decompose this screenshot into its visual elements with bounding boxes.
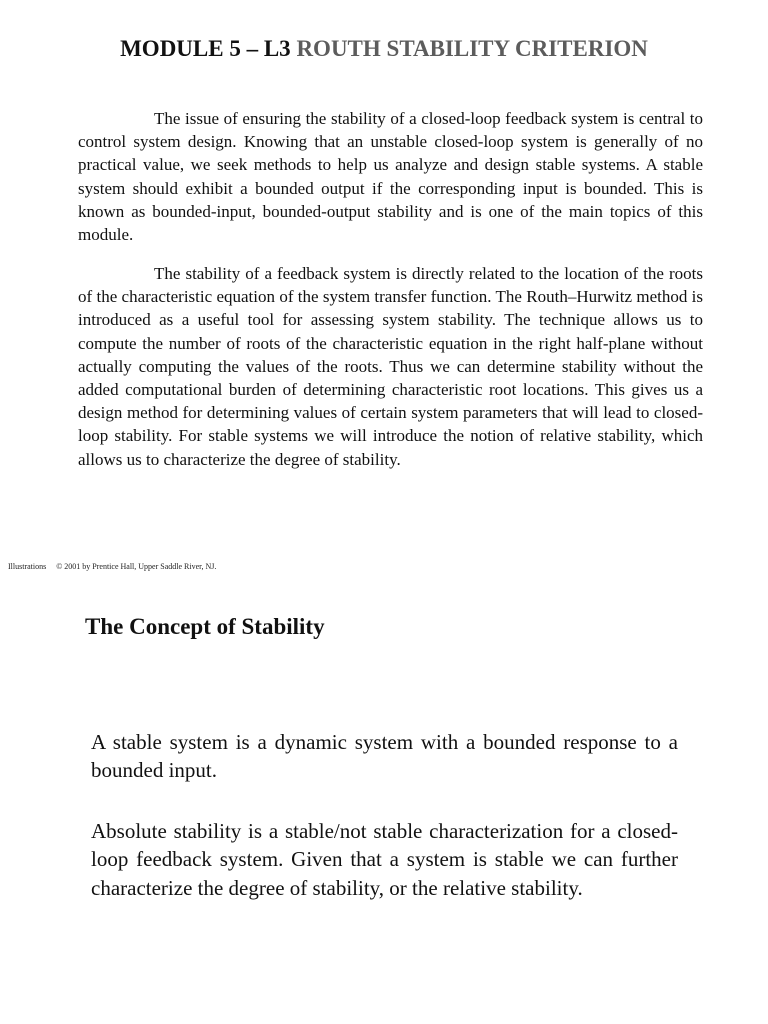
page-title	[0, 36, 768, 62]
credits-copyright: © 2001 by Prentice Hall, Upper Saddle River, NJ.	[56, 562, 217, 571]
absolute-stability-paragraph: Absolute stability is a stable/not stable characterization for a closed-loop feedback system. Given that a system is stable we can further characterize the degree of stability, or the relative stability.	[91, 819, 678, 900]
intro-paragraph-1	[78, 107, 703, 246]
definition-paragraph: A stable system is a dynamic system with a bounded response to a bounded input.	[91, 730, 678, 783]
intro-paragraph-2-text: The stability of a feedback system is directly related to the location of the roots of the characteristic equation of the system transfer function. The Routh–Hurwitz method is introduced as a useful tool for assessing system stability. The technique allows us to compute the number of roots of the characteristic equation in the right half-plane without actually computing the values of the roots. Thus we can determine stability without the added computational burden of determining characteristic root locations. This gives us a design method for determining values of certain system parameters that will lead to closed-loop stability. For stable systems we will introduce the notion of relative stability, which allows us to characterize the degree of stability.	[78, 264, 703, 469]
illustration-credits	[8, 562, 216, 571]
module-topic: ROUTH STABILITY CRITERION	[296, 36, 648, 61]
section-heading: The Concept of Stability	[85, 614, 325, 639]
module-label: MODULE 5 – L3	[120, 36, 297, 61]
credits-label: Illustrations	[8, 562, 47, 571]
intro-paragraph-1-text: The issue of ensuring the stability of a closed-loop feedback system is central to control system design. Knowing that an unstable closed-loop system is generally of no practical value, we seek methods to help us analyze and design stable systems. A stable system should exhibit a bounded output if the corresponding input is bounded. This is known as bounded-input, bounded-output stability and is one of the main topics of this module.	[78, 109, 703, 245]
intro-paragraph-2	[78, 262, 703, 471]
